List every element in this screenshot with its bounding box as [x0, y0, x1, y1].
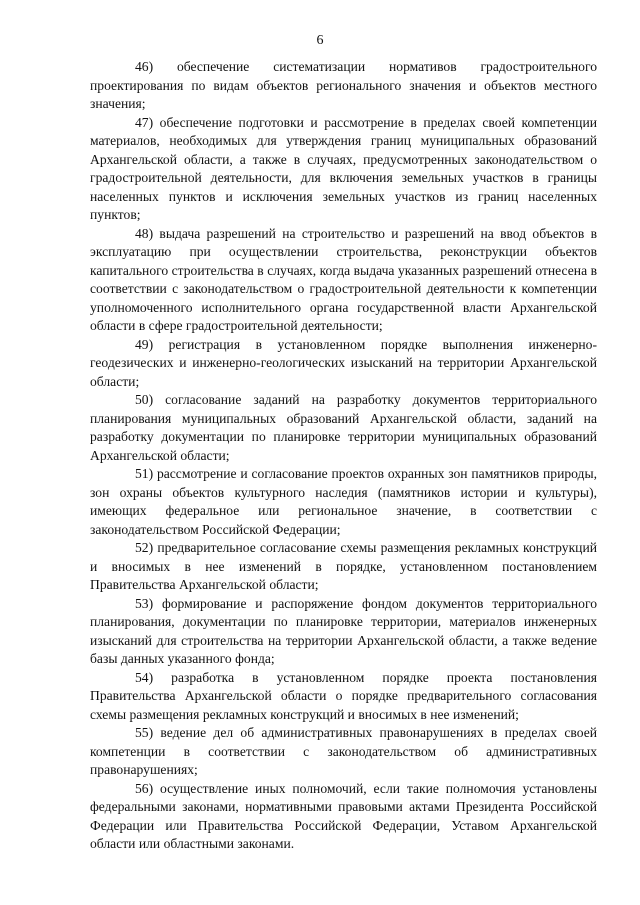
paragraph-50: 50) согласование заданий на разработку документов территориального планирования муниципальных образований Архангельской области, заданий на разработку документации по планировке территории муниципальных образований Архангельской области; [90, 392, 597, 463]
paragraph-47: 47) обеспечение подготовки и рассмотрение в пределах своей компетенции материалов, необходимых для утверждения границ муниципальных образований Архангельской области, а также в случаях, предусмотренных законодательством о градостроительной деятельности, для включения земельных участков в границы населенных пунктов и исключения земельных участков из границ населенных пунктов; [90, 114, 597, 222]
page-number: 6 [316, 33, 324, 48]
paragraph-46: 46) обеспечение систематизации нормативов градостроительного проектирования по видам объектов регионального значения и объектов местного значения; [90, 59, 597, 111]
document-body [90, 58, 597, 854]
paragraph-53: 53) формирование и распоряжение фондом документов территориального планирования, документации по планировке территории, материалов инженерных изысканий для строительства на территории Архангельской области, а также ведение базы данных указанного фонда; [90, 595, 597, 666]
paragraph-49: 49) регистрация в установленном порядке выполнения инженерно-геодезических и инженерно-геологических изысканий на территории Архангельской области; [90, 336, 597, 389]
paragraph-52: 52) предварительное согласование схемы размещения рекламных конструкций и вносимых в нее изменений в порядке, установленном постановлением Правительства Архангельской области; [90, 540, 597, 592]
paragraph-54: 54) разработка в установленном порядке проекта постановления Правительства Архангельской области о порядке предварительного согласования схемы размещения рекламных конструкций и вносимых в нее изменений; [90, 669, 597, 722]
paragraph-48: 48) выдача разрешений на строительство и разрешений на ввод объектов в эксплуатацию при осуществлении строительства, реконструкции объектов капитального строительства в случаях, когда выдача указанных разрешений отнесена в соответствии с законодательством о градостроительной деятельности к компетенции уполномоченного исполнительного органа государственной власти Архангельской области в сфере градостроительной деятельности; [90, 225, 597, 333]
paragraph-51: 51) рассмотрение и согласование проектов охранных зон памятников природы, зон охраны объектов культурного наследия (памятников истории и культуры), имеющих федеральное или региональное значение, в соответствии с законодательством Российской Федерации; [90, 466, 597, 537]
paragraph-55: 55) ведение дел об административных правонарушениях в пределах своей компетенции в соответствии с законодательством об административных правонарушениях; [90, 725, 597, 777]
paragraph-56: 56) осуществление иных полномочий, если такие полномочия установлены федеральными законами, нормативными правовыми актами Президента Российской Федерации или Правительства Российской Федерации, Уставом Архангельской области или областными законами. [90, 780, 597, 851]
